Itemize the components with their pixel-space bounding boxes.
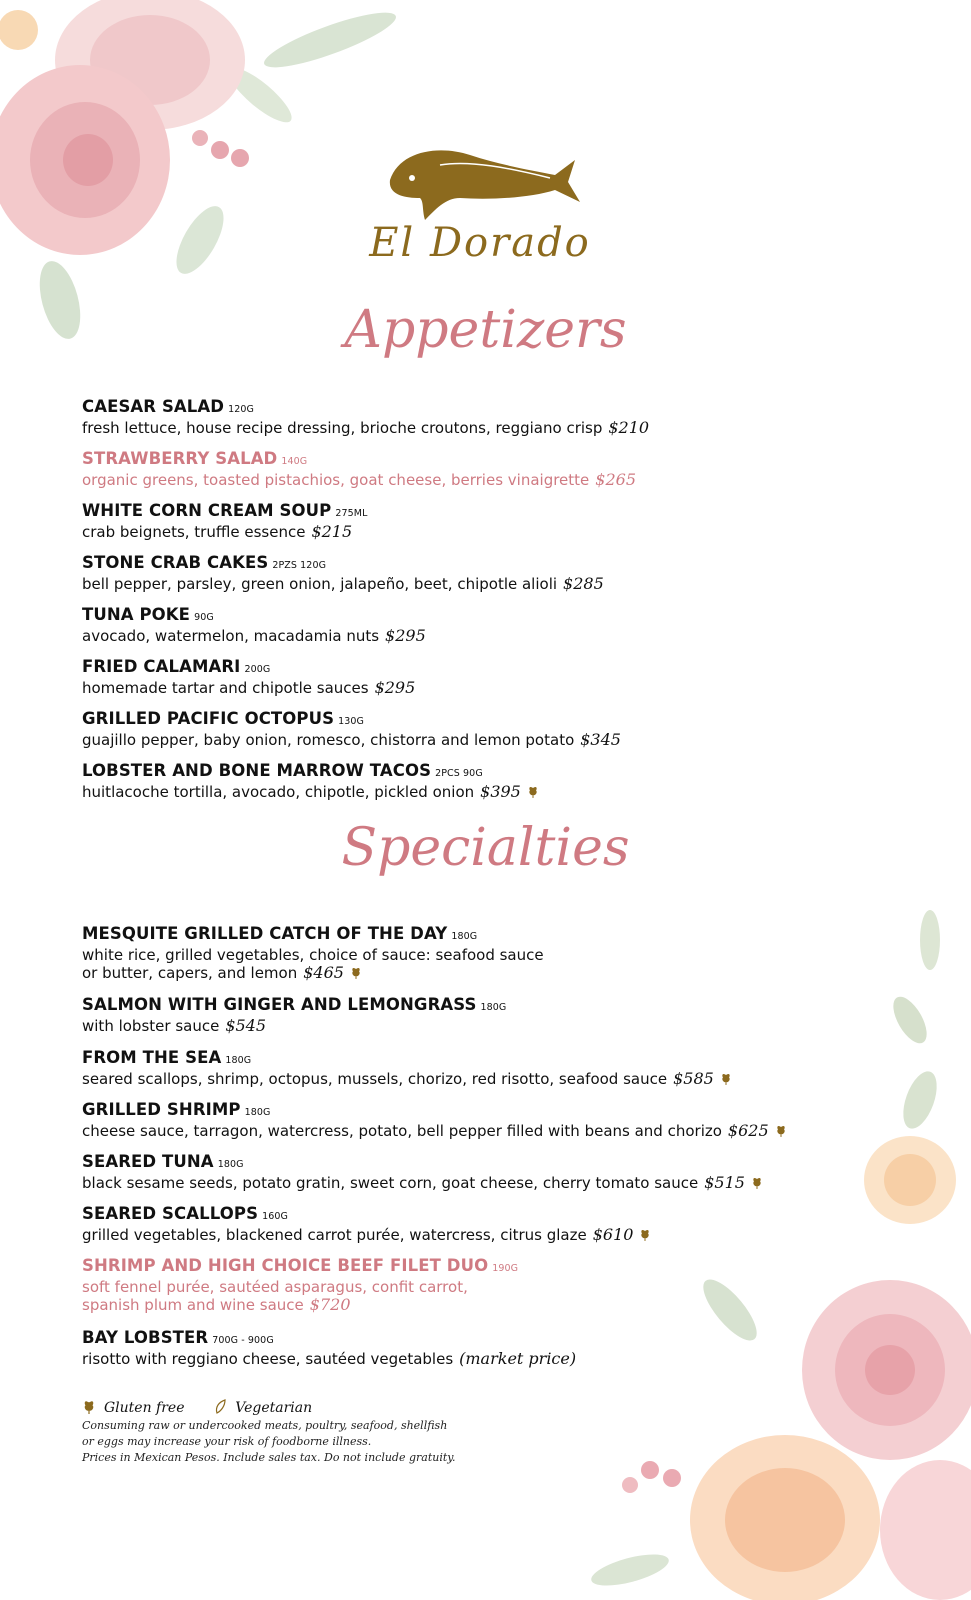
leaf-icon — [213, 1399, 227, 1414]
item-description: grilled vegetables, blackened carrot purée, watercress, citrus glaze $610 — [82, 1226, 902, 1244]
item-description: black sesame seeds, potato gratin, sweet corn, goat cheese, cherry tomato sauce $515 — [82, 1174, 902, 1192]
item-description: avocado, watermelon, macadamia nuts $295 — [82, 626, 426, 645]
item-title: BAY LOBSTER — [82, 1328, 209, 1347]
brand-name: El Dorado — [369, 220, 591, 266]
item-title: LOBSTER AND BONE MARROW TACOS — [82, 761, 432, 780]
item-price: $395 — [480, 782, 521, 801]
item-price: $295 — [385, 626, 426, 645]
item-description: bell pepper, parsley, green onion, jalapeño, beet, chipotle alioli $285 — [82, 574, 604, 593]
item-weight: 200G — [244, 664, 271, 675]
item-description: huitlacoche tortilla, avocado, chipotle, pickled onion $395 — [82, 783, 902, 801]
item-price: (market price) — [459, 1349, 577, 1368]
item-description: cheese sauce, tarragon, watercress, potato, bell pepper filled with beans and chorizo $625 — [82, 1122, 902, 1140]
item-price: $345 — [580, 730, 621, 749]
item-title: STONE CRAB CAKES — [82, 553, 269, 572]
item-name — [82, 449, 902, 471]
item-description: crab beignets, truffle essence $215 — [82, 522, 353, 541]
item-title: SEARED TUNA — [82, 1152, 214, 1171]
item-price: $610 — [592, 1225, 634, 1244]
item-weight: 190G — [492, 1263, 519, 1274]
note-line: Consuming raw or undercooked meats, poultry, seafood, shellfish — [82, 1419, 448, 1432]
item-description: homemade tartar and chipotle sauces $295 — [82, 678, 416, 697]
item-title: SHRIMP AND HIGH CHOICE BEEF FILET DUO — [82, 1256, 489, 1275]
gluten-free-icon — [639, 1228, 651, 1241]
menu-item — [82, 397, 902, 437]
menu-item — [82, 709, 902, 749]
item-weight: 140G — [281, 456, 308, 467]
item-weight: 180G — [244, 1107, 271, 1118]
note-line: or eggs may increase your risk of foodborne illness. — [82, 1435, 372, 1448]
item-weight: 2PZS 120G — [272, 560, 327, 571]
item-name — [82, 1100, 902, 1122]
item-name — [82, 761, 902, 783]
item-description: soft fennel purée, sautéed asparagus, confit carrot, — [82, 1278, 468, 1296]
item-price: $210 — [608, 418, 650, 437]
brand-logo — [350, 140, 610, 270]
item-description: risotto with reggiano cheese, sautéed vegetables (market price) — [82, 1349, 577, 1368]
section-title-appetizers: Appetizers — [344, 300, 627, 360]
item-title: MESQUITE GRILLED CATCH OF THE DAY — [82, 924, 448, 943]
item-name — [82, 1048, 902, 1070]
item-weight: 120G — [228, 404, 254, 415]
item-name — [82, 995, 902, 1017]
menu-item — [82, 553, 902, 593]
item-weight: 180G — [451, 931, 478, 942]
item-price: $585 — [673, 1069, 714, 1088]
menu-item — [82, 449, 902, 489]
gluten-free-icon — [527, 785, 539, 798]
item-title: CAESAR SALAD — [82, 397, 225, 416]
item-description: with lobster sauce $545 — [82, 1016, 267, 1035]
item-title: FRIED CALAMARI — [82, 657, 241, 676]
dietary-legend — [82, 1398, 336, 1416]
item-weight: 130G — [338, 716, 364, 727]
menu-item — [82, 605, 902, 645]
item-title: SEARED SCALLOPS — [82, 1204, 259, 1223]
item-name — [82, 1204, 902, 1226]
item-name — [82, 709, 902, 731]
item-name — [82, 1152, 902, 1174]
item-name — [82, 924, 902, 946]
item-name — [82, 1256, 902, 1278]
legend-gluten-free: Gluten free — [104, 1400, 185, 1416]
gluten-free-icon — [720, 1072, 732, 1085]
section-title-specialties: Specialties — [341, 818, 630, 878]
item-description: white rice, grilled vegetables, choice of sauce: seafood sauce — [82, 946, 544, 964]
dorado-fish-icon — [350, 140, 610, 230]
item-price: $545 — [225, 1016, 267, 1035]
note-line: Prices in Mexican Pesos. Include sales tax. Do not include gratuity. — [82, 1451, 456, 1464]
item-weight: 2PCS 90G — [435, 768, 483, 779]
item-name — [82, 657, 902, 679]
item-weight: 90G — [194, 612, 214, 623]
item-weight: 160G — [262, 1211, 288, 1222]
item-title: FROM THE SEA — [82, 1048, 222, 1067]
gluten-free-icon — [775, 1124, 787, 1137]
menu-notes — [82, 1418, 602, 1466]
menu-item — [82, 1152, 902, 1192]
menu-item — [82, 1256, 902, 1314]
gluten-free-icon — [751, 1176, 763, 1189]
menu-item — [82, 1048, 902, 1088]
item-name — [82, 1328, 902, 1350]
item-description-line2: spanish plum and wine sauce $720 — [82, 1295, 351, 1314]
item-title: GRILLED SHRIMP — [82, 1100, 241, 1119]
item-price: $285 — [563, 574, 604, 593]
item-weight: 180G — [225, 1055, 252, 1066]
item-price: $515 — [704, 1173, 745, 1192]
menu-item — [82, 761, 902, 801]
item-title: GRILLED PACIFIC OCTOPUS — [82, 709, 335, 728]
item-description-line2: or butter, capers, and lemon $465 — [82, 964, 902, 982]
item-price: $465 — [303, 963, 344, 982]
item-description: guajillo pepper, baby onion, romesco, chistorra and lemon potato $345 — [82, 730, 621, 749]
wheat-icon — [82, 1399, 96, 1414]
gluten-free-icon — [350, 966, 362, 979]
legend-vegetarian: Vegetarian — [235, 1400, 313, 1416]
item-weight: 180G — [480, 1002, 507, 1013]
menu-item — [82, 1100, 902, 1140]
item-price: $625 — [727, 1121, 769, 1140]
menu-item — [82, 657, 902, 697]
item-description: fresh lettuce, house recipe dressing, brioche croutons, reggiano crisp $210 — [82, 418, 650, 437]
item-title: STRAWBERRY SALAD — [82, 449, 278, 468]
item-title: SALMON WITH GINGER AND LEMONGRASS — [82, 995, 477, 1014]
item-title: WHITE CORN CREAM SOUP — [82, 501, 332, 520]
menu-item — [82, 1328, 902, 1368]
item-description: seared scallops, shrimp, octopus, mussels, chorizo, red risotto, seafood sauce $585 — [82, 1070, 902, 1088]
item-name — [82, 397, 902, 419]
item-price: $215 — [311, 522, 353, 541]
item-name — [82, 605, 902, 627]
menu-item — [82, 995, 902, 1035]
item-description: organic greens, toasted pistachios, goat cheese, berries vinaigrette $265 — [82, 470, 636, 489]
item-price: $265 — [595, 470, 636, 489]
item-name — [82, 553, 902, 575]
menu-item — [82, 501, 902, 541]
item-weight: 180G — [217, 1159, 244, 1170]
menu-item — [82, 1204, 902, 1244]
item-price: $720 — [309, 1295, 351, 1314]
item-weight: 700G - 900G — [212, 1335, 274, 1346]
item-name — [82, 501, 902, 523]
menu-item — [82, 924, 902, 982]
item-weight: 275ML — [335, 508, 368, 519]
item-title: TUNA POKE — [82, 605, 191, 624]
item-price: $295 — [374, 678, 416, 697]
